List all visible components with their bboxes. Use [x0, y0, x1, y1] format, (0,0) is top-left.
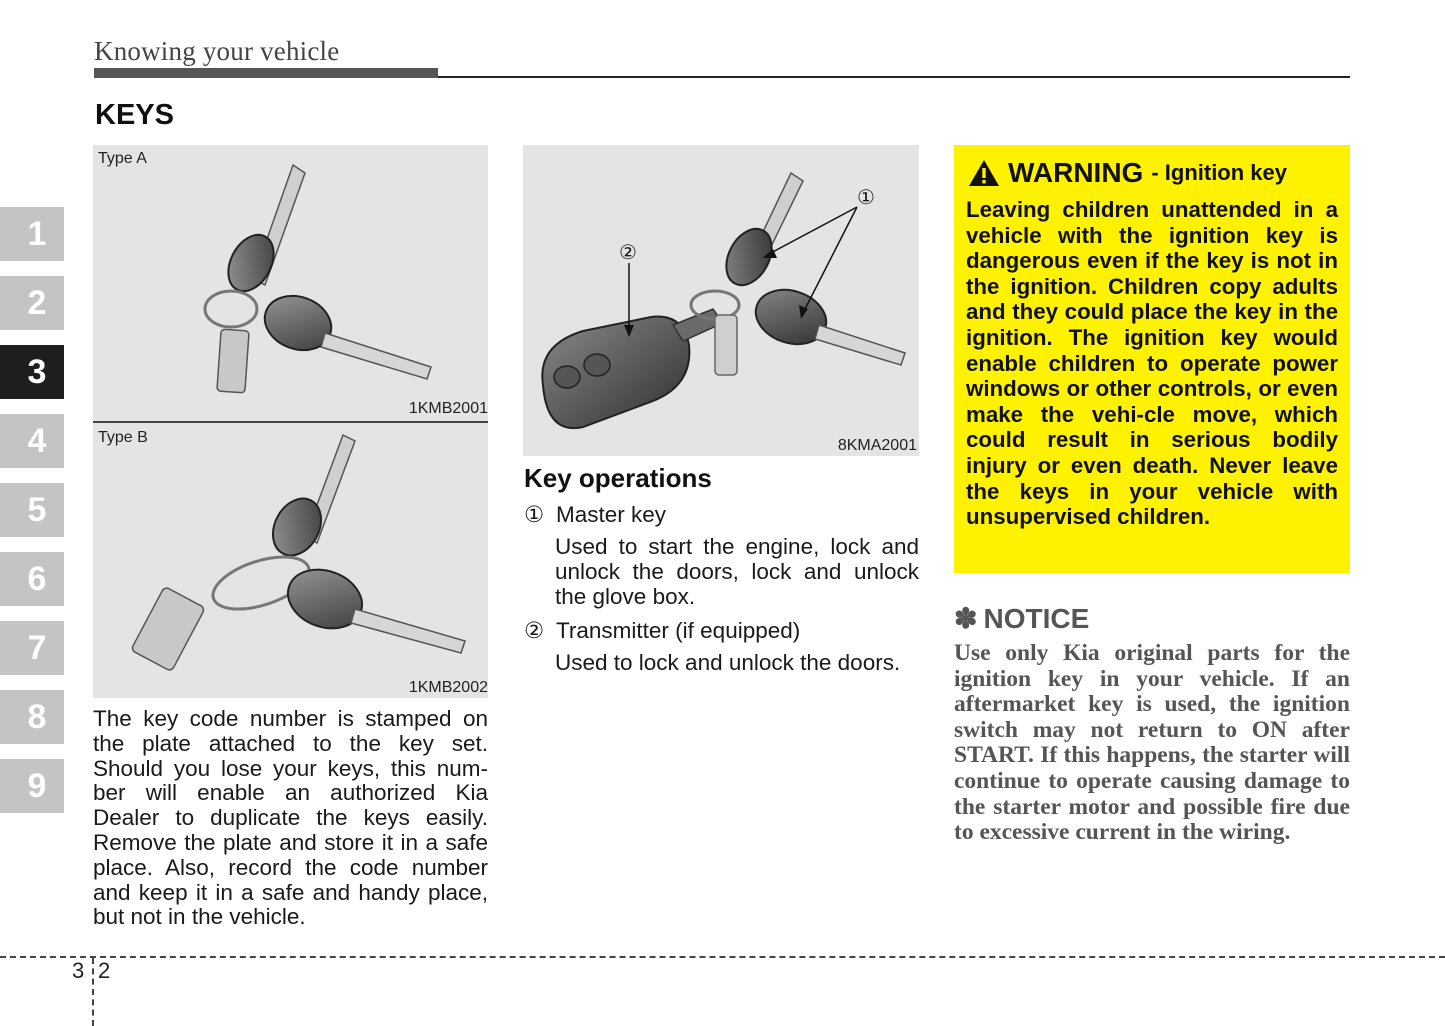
key-code-paragraph: The key code number is stamped on the plate attached to the key set. Should you lose your keys, this num-ber will enable an authorized Kia Dealer to duplicate the keys easily. Remove the plate and store it in a safe place. Also, record the code number and keep it in a safe and handy place, but not in the vehicle.	[93, 706, 488, 930]
chapter-tab-6[interactable]: 6	[0, 552, 64, 606]
key-op-item-1	[524, 502, 666, 528]
section-title: KEYS	[95, 99, 174, 131]
chapter-tab-3[interactable]: 3	[0, 345, 64, 399]
warning-triangle-icon	[968, 159, 1000, 187]
header-accent-bar	[94, 68, 438, 78]
item-2-title: Transmitter (if equipped)	[556, 618, 801, 643]
key-set-a-illustration	[93, 145, 488, 421]
figure-b-code: 1KMB2002	[408, 679, 488, 696]
header-rule	[438, 76, 1350, 78]
warning-title: WARNING	[1008, 157, 1144, 188]
item-2-number: ②	[524, 618, 545, 643]
figure-a-label: Type A	[98, 150, 147, 167]
warning-subtitle: - Ignition key	[1151, 160, 1288, 185]
chapter-tab-5[interactable]: 5	[0, 483, 64, 537]
chapter-tab-7[interactable]: 7	[0, 621, 64, 675]
chapter-tab-4[interactable]: 4	[0, 414, 64, 468]
chapter-tab-9[interactable]: 9	[0, 759, 64, 813]
callout-2: ②	[619, 242, 637, 264]
figure-type-a	[93, 145, 488, 421]
footer-separator	[92, 958, 94, 1026]
notice-text: Use only Kia original parts for the ignition key in your vehicle. If an aftermarket key is used, the ignition switch may not return to ON after START. If this happens, the starter will continue to operate causing damage to the starter motor and possible fire due to excessive current in the wiring.	[954, 640, 1350, 846]
running-header: Knowing your vehicle	[94, 36, 340, 66]
figure-type-b	[93, 423, 488, 698]
warning-header	[968, 157, 1287, 189]
chapter-tab-2[interactable]: 2	[0, 276, 64, 330]
notice-title: NOTICE	[983, 602, 1090, 634]
figure-a-code: 1KMB2001	[408, 400, 488, 417]
item-1-title: Master key	[556, 502, 667, 527]
figure-key-transmitter	[523, 145, 919, 456]
figure-b-label: Type B	[98, 429, 148, 446]
item-1-number: ①	[524, 502, 545, 527]
notice-symbol-icon: ✽	[954, 603, 978, 634]
chapter-tab-1[interactable]: 1	[0, 207, 64, 261]
footer-chapter-number: 3	[72, 958, 85, 983]
notice-header	[954, 602, 1089, 635]
item-1-description: Used to start the engine, lock and unlock the doors, lock and unlock the glove box.	[555, 534, 919, 609]
footer-rule	[0, 956, 1445, 958]
warning-text: Leaving children unattended in a vehicle with the ignition key is dangerous even if the key is not in the ignition. Children copy adults and they could place the key in the ignition. The ignition key would enable children to operate power windows or other controls, or even make the vehi-cle move, which could result in serious bodily injury or even death. Never leave the keys in your vehicle with unsupervised children.	[966, 197, 1338, 530]
key-op-item-2	[524, 618, 800, 644]
figure-c-code: 8KMA2001	[837, 437, 917, 454]
chapter-tab-8[interactable]: 8	[0, 690, 64, 744]
item-2-description: Used to lock and unlock the doors.	[555, 650, 901, 675]
key-set-b-illustration	[93, 423, 488, 698]
footer-page-number: 2	[98, 958, 111, 983]
warning-box	[954, 145, 1350, 573]
callout-1: ①	[857, 187, 875, 209]
key-operations-heading: Key operations	[524, 463, 712, 493]
